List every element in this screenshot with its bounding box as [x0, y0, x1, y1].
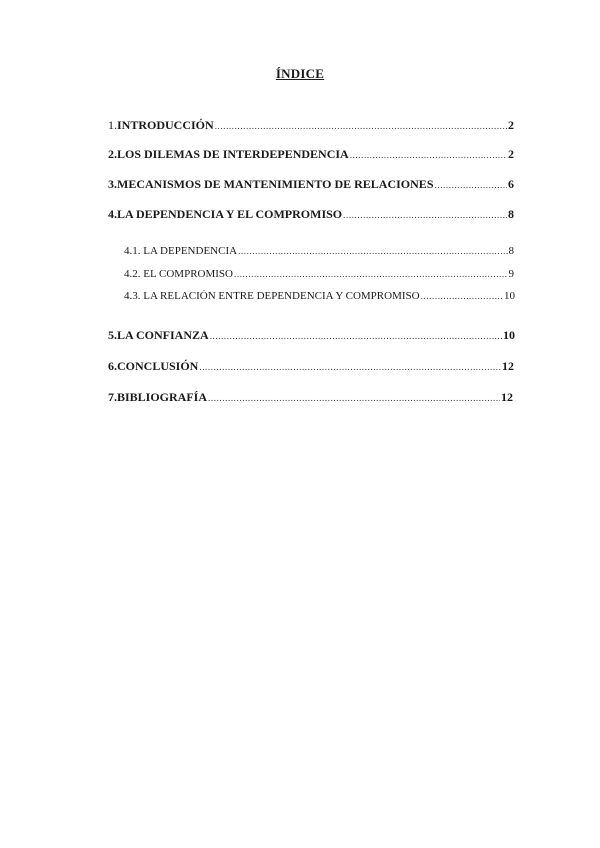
- dot-leader: [199, 362, 501, 372]
- toc-entry-number: 1.: [108, 118, 117, 132]
- dot-leader: [421, 291, 503, 301]
- page-title: ÍNDICE: [275, 66, 325, 81]
- dot-leader: [208, 393, 500, 403]
- toc-entry-number: 6.: [108, 359, 117, 373]
- toc-entry-number: 2.: [108, 147, 117, 161]
- toc-entry-title: INTRODUCCIÓN: [117, 118, 214, 132]
- toc-entry-title: MECANISMOS DE MANTENIMIENTO DE RELACIONES: [117, 177, 434, 191]
- toc-entry-page: 9: [508, 268, 514, 280]
- toc-entry-page: 8: [508, 207, 514, 221]
- toc-entry-title: BIBLIOGRAFÍA: [117, 390, 208, 404]
- toc-entry-mecanismos[interactable]: [108, 177, 514, 192]
- toc-entry-bibliografia[interactable]: [108, 390, 513, 405]
- toc-entry-confianza[interactable]: [108, 328, 515, 343]
- dot-leader: [343, 210, 507, 220]
- toc-entry-page: 12: [502, 359, 514, 373]
- toc-subentry-compromiso[interactable]: [124, 268, 514, 280]
- dot-leader: [350, 150, 507, 160]
- toc-subentry-relacion[interactable]: [124, 290, 515, 302]
- toc-entry-page: 12: [501, 390, 513, 404]
- toc-entry-page: 10: [504, 290, 515, 302]
- toc-entry-title: 4.3. LA RELACIÓN ENTRE DEPENDENCIA Y COMPROMISO: [124, 290, 420, 302]
- toc-entry-page: 2: [508, 147, 514, 161]
- toc-entry-page: 8: [508, 245, 514, 257]
- toc-entry-title: LA DEPENDENCIA Y EL COMPROMISO: [117, 207, 343, 221]
- toc-entry-page: 2: [508, 118, 514, 132]
- toc-entry-number: 7.: [108, 390, 117, 404]
- dot-leader: [435, 180, 508, 190]
- toc-entry-title: 4.1. LA DEPENDENCIA: [124, 245, 238, 257]
- toc-entry-introduccion[interactable]: [108, 118, 514, 133]
- toc-entry-title: LOS DILEMAS DE INTERDEPENDENCIA: [117, 147, 349, 161]
- toc-entry-dilemas[interactable]: [108, 147, 514, 162]
- toc-entry-number: 3.: [108, 177, 117, 191]
- toc-entry-title: CONCLUSIÓN: [117, 359, 199, 373]
- toc-entry-page: 6: [508, 177, 514, 191]
- toc-subentry-dependencia[interactable]: [124, 245, 514, 257]
- toc-entry-page: 10: [503, 328, 515, 342]
- dot-leader: [210, 331, 502, 341]
- dot-leader: [215, 121, 507, 131]
- toc-entry-dependencia-compromiso[interactable]: [108, 207, 514, 222]
- dot-leader: [238, 246, 507, 256]
- toc-entry-number: 5.: [108, 328, 117, 342]
- toc-entry-conclusion[interactable]: [108, 359, 514, 374]
- dot-leader: [234, 269, 508, 279]
- toc-entry-title: LA CONFIANZA: [117, 328, 209, 342]
- toc-entry-title: 4.2. EL COMPROMISO: [124, 268, 233, 280]
- toc-entry-number: 4.: [108, 207, 117, 221]
